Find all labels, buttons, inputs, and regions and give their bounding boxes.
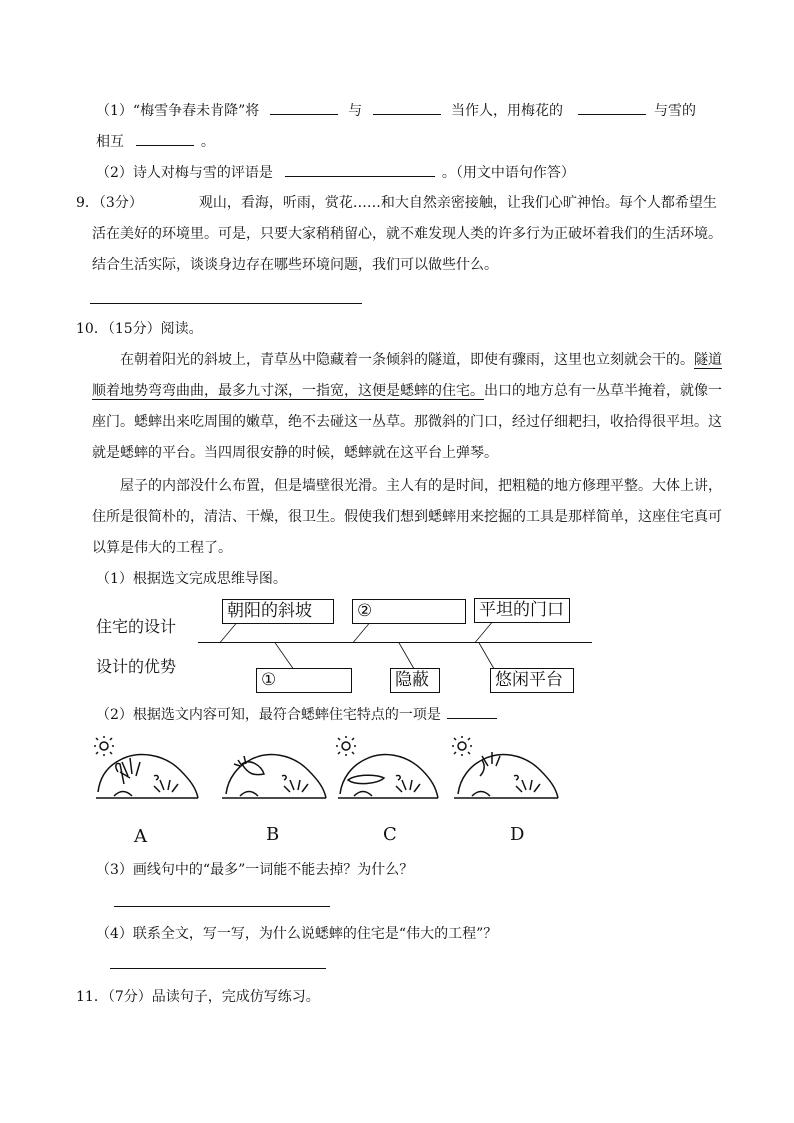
mindmap-box-top-1: 朝阳的斜坡 — [222, 599, 334, 624]
mindmap-box-top-3: 平坦的门口 — [474, 598, 570, 623]
q8-part1-line2 — [96, 131, 215, 152]
q8-p2-a: （2）诗人对梅与雪的评语是 — [96, 165, 273, 181]
q8-p2-b: 。（用文中语句作答） — [441, 165, 575, 181]
q10-sub4: （4）联系全文，写一写，为什么说蟋蟀的住宅是“伟大的工程”？ — [96, 926, 498, 942]
mindmap-box-top-2[interactable]: ② — [352, 599, 466, 624]
q10-sub2 — [96, 704, 497, 725]
answer-blank[interactable] — [270, 100, 338, 115]
q9-text-2: 活在美好的环境里。可是，只要大家稍稍留心，就不难发现人类的许多行为正破坏着我们的生活环境。 — [92, 226, 722, 242]
option-d-picture[interactable] — [452, 736, 560, 806]
q9-answer-line[interactable] — [90, 303, 362, 304]
option-d-label[interactable]: D — [510, 824, 525, 845]
sub2-text: （2）根据选文内容可知，最符合蟋蟀住宅特点的一项是 — [96, 707, 441, 723]
passage-text: 在朝着阳光的斜坡上，青草丛中隐藏着一条倾斜的隧道，即使有骤雨，这里也立刻就会干的。 — [120, 352, 694, 368]
answer-blank[interactable] — [285, 162, 435, 177]
q8-p1-e: 相互 — [96, 134, 124, 150]
option-a-picture[interactable] — [94, 736, 200, 806]
option-c-picture[interactable] — [336, 736, 440, 806]
connector — [475, 622, 493, 642]
mindmap-box-bottom-1[interactable]: ① — [256, 668, 352, 693]
option-c-label[interactable]: C — [383, 824, 397, 845]
answer-blank[interactable] — [136, 131, 194, 146]
q8-p1-b: 与 — [348, 103, 363, 119]
q10-para2-line2: 住所是很简朴的，清洁、干燥，很卫生。假使我们想到蟋蟀用来挖掘的工具是那样简单，这座住宅真可 — [92, 509, 722, 525]
q9-text-1: 观山，看海，听雨，赏花……和大自然亲密接触，让我们心旷神怡。每个人都希望生 — [198, 195, 717, 211]
option-a-label[interactable]: A — [134, 826, 147, 847]
q9-line1 — [76, 193, 717, 213]
connector — [353, 624, 369, 642]
q8-p1-a: （1）“梅雪争春未肯降”将 — [96, 103, 260, 119]
q10-para1-line4: 就是蟋蟀的平台。当四周很安静的时候，蟋蟀就在这平台上弹琴。 — [92, 445, 498, 461]
option-b-label[interactable]: B — [266, 824, 280, 845]
q8-part1-line1 — [96, 100, 696, 121]
q8-p1-f: 。 — [200, 134, 215, 150]
q8-p1-c: 当作人，用梅花的 — [451, 103, 564, 119]
q10-sub4-answer-line[interactable] — [110, 968, 326, 969]
q9-head: 9．（3分） — [76, 195, 143, 211]
q9-text-3: 结合生活实际，谈谈身边存在哪些环境问题，我们可以做些什么。 — [92, 257, 498, 273]
answer-blank[interactable] — [447, 704, 497, 719]
underlined-sentence: 隧道 — [694, 352, 722, 368]
q10-para2-line3: 以算是伟大的工程了。 — [92, 540, 232, 556]
q10-para2-line1: 屋子的内部没什么布置，但是墙壁很光滑。主人有的是时间，把粗糙的地方修理平整。大体上讲， — [120, 478, 722, 494]
mindmap-box-bottom-2: 隐蔽 — [390, 668, 440, 693]
connector — [220, 622, 238, 642]
connector — [398, 642, 414, 668]
q10-sub3: （3）画线句中的“最多”一词能不能去掉？为什么？ — [96, 862, 414, 878]
answer-blank[interactable] — [578, 100, 646, 115]
mindmap-left-top: 住宅的设计 — [96, 617, 177, 636]
q10-head: 10．（15分）阅读。 — [76, 321, 203, 337]
mindmap-axis — [198, 642, 592, 643]
mindmap-box-bottom-3: 悠闲平台 — [490, 668, 574, 693]
q10-para1-line3: 座门。蟋蟀出来吃周围的嫩草，绝不去碰这一丛草。那微斜的门口，经过仔细耙扫，收拾得很平坦。这 — [92, 414, 722, 430]
answer-blank[interactable] — [373, 100, 441, 115]
q10-sub1: （1）根据选文完成思维导图。 — [96, 571, 287, 587]
q10-para1-line2 — [92, 381, 722, 401]
connector — [274, 642, 293, 668]
q8-part2 — [96, 162, 575, 183]
mindmap-left-bottom: 设计的优势 — [96, 657, 177, 676]
q8-p1-d: 与雪的 — [653, 103, 696, 119]
passage-text: 出口的地方总有一丛草半掩着，就像一 — [484, 383, 722, 399]
q10-sub3-answer-line[interactable] — [114, 906, 330, 907]
q10-para1-line1 — [120, 350, 722, 370]
q11-head: 11．（7分）品读句子，完成仿写练习。 — [76, 989, 320, 1005]
connector — [478, 642, 494, 668]
option-b-picture[interactable] — [220, 736, 328, 806]
underlined-sentence: 顺着地势弯弯曲曲，最多九寸深，一指宽，这便是蟋蟀的住宅。 — [92, 383, 484, 399]
